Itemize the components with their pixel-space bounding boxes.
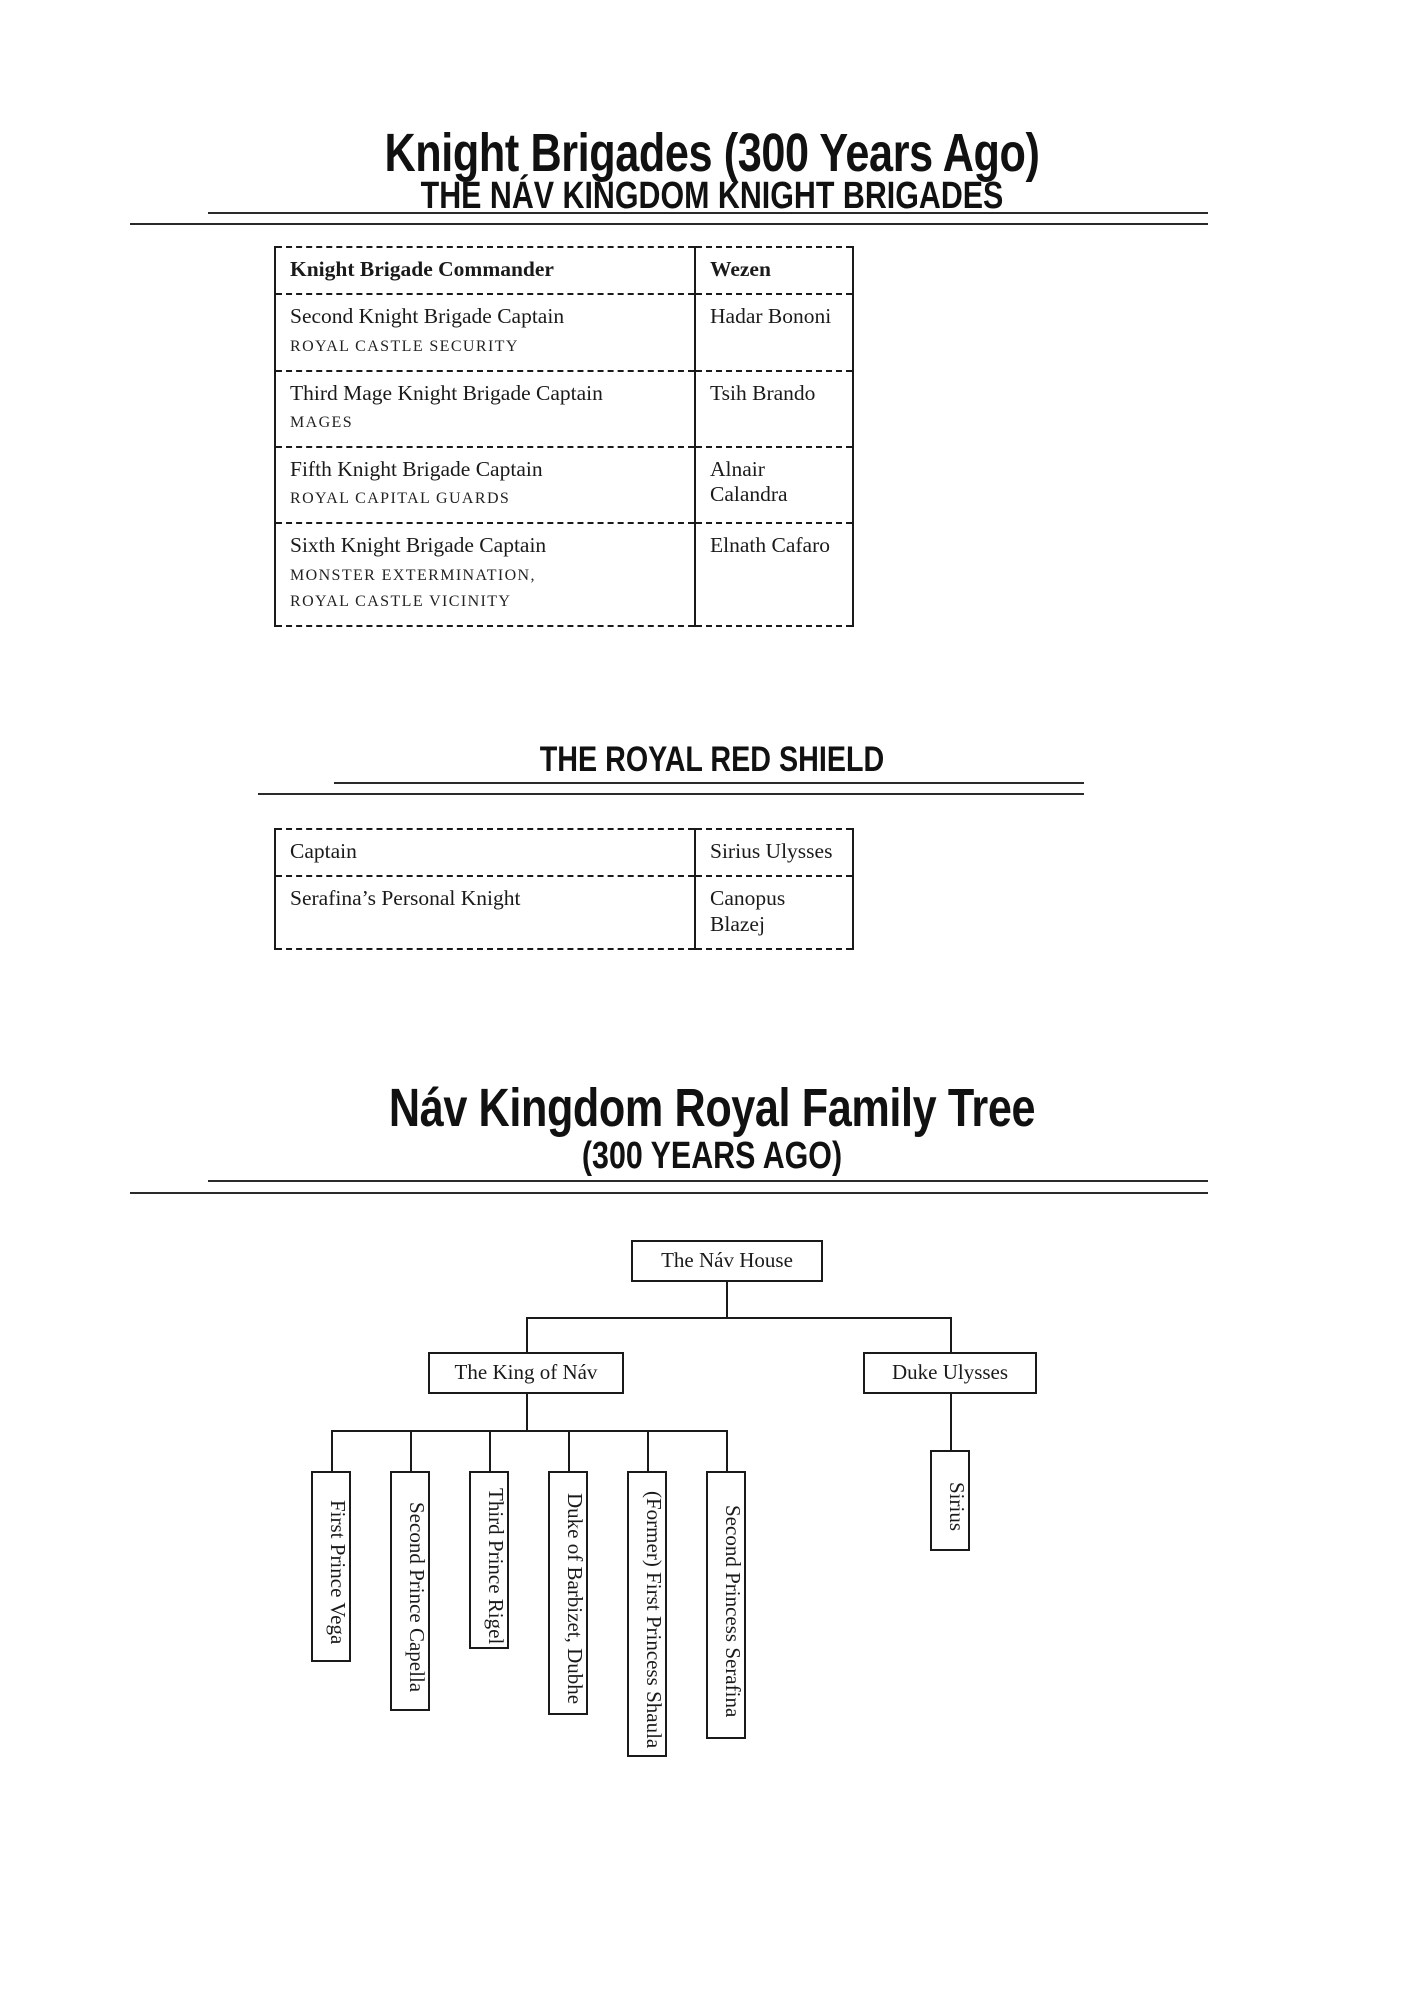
wezen-name: Elnath Cafaro xyxy=(695,523,853,625)
tree-node-child-sirius: Sirius xyxy=(930,1450,970,1551)
family-tree-title: Náv Kingdom Royal Family Tree xyxy=(388,1078,1036,1138)
wezen-name: Hadar Bononi xyxy=(695,294,853,370)
tree-connector-king-children-down xyxy=(526,1394,528,1430)
tree-connector-level2-bus xyxy=(526,1317,951,1319)
shield-role: Serafina’s Personal Knight xyxy=(275,876,695,949)
section2-rule-inner xyxy=(334,782,1084,784)
commander-cell xyxy=(275,371,695,447)
commander-role: Fifth Knight Brigade Captain xyxy=(290,457,543,482)
header-commander: Knight Brigade Commander xyxy=(275,247,695,294)
tree-node-root: The Náv House xyxy=(631,1240,823,1282)
shield-role: Captain xyxy=(275,829,695,876)
tree-connector-root-down xyxy=(726,1282,728,1317)
tree-node-child-duke-of-barbizet-dubhe: Duke of Barbizet, Dubhe xyxy=(548,1471,588,1715)
section3-rule-inner xyxy=(208,1180,1208,1182)
table-row xyxy=(275,523,853,625)
tree-connector-child-1 xyxy=(331,1430,333,1471)
tree-connector-king-down xyxy=(526,1317,528,1352)
shield-name: Sirius Ulysses xyxy=(695,829,853,876)
table-row xyxy=(275,371,853,447)
page-subtitle: THE NÁV KINGDOM KNIGHT BRIGADES xyxy=(420,175,1004,217)
knight-brigade-table xyxy=(274,246,854,627)
family-tree-subtitle: (300 YEARS AGO) xyxy=(581,1135,843,1177)
page-title: Knight Brigades (300 Years Ago) xyxy=(384,123,1040,183)
tree-node-child-second-princess-serafina: Second Princess Serafina xyxy=(706,1471,746,1739)
commander-role: Sixth Knight Brigade Captain xyxy=(290,533,547,558)
table-row xyxy=(275,294,853,370)
commander-role: Second Knight Brigade Captain xyxy=(290,304,565,329)
wezen-name: Alnair Calandra xyxy=(695,447,853,523)
tree-node-child-first-prince-vega: First Prince Vega xyxy=(311,1471,351,1662)
heading-rule-outer xyxy=(130,223,1208,225)
tree-connector-king-children-bus xyxy=(331,1430,727,1432)
tree-connector-child-6 xyxy=(726,1430,728,1471)
table-row xyxy=(275,447,853,523)
section3-rule-outer xyxy=(130,1192,1208,1194)
commander-duty: ROYAL CAPITAL GUARDS xyxy=(290,490,511,508)
commander-duty: MAGES xyxy=(290,414,354,432)
tree-node-duke-ulysses: Duke Ulysses xyxy=(863,1352,1037,1394)
commander-cell xyxy=(275,447,695,523)
shield-name: Canopus Blazej xyxy=(695,876,853,949)
royal-red-shield-table-wrap xyxy=(274,828,854,950)
commander-duty: ROYAL CASTLE SECURITY xyxy=(290,337,519,355)
table-header-row xyxy=(275,247,853,294)
tree-connector-child-4 xyxy=(568,1430,570,1471)
section-title-royal-red-shield: THE ROYAL RED SHIELD xyxy=(539,740,885,779)
tree-connector-sirius-down xyxy=(950,1394,952,1450)
tree-node-king: The King of Náv xyxy=(428,1352,624,1394)
table-row xyxy=(275,829,853,876)
tree-node-child-former-first-princess-shaula: (Former) First Princess Shaula xyxy=(627,1471,667,1757)
commander-duty-2: ROYAL CASTLE VICINITY xyxy=(290,592,512,610)
tree-connector-child-2 xyxy=(410,1430,412,1471)
tree-node-child-third-prince-rigel: Third Prince Rigel xyxy=(469,1471,509,1649)
royal-red-shield-table xyxy=(274,828,854,950)
commander-duty: MONSTER EXTERMINATION, xyxy=(290,566,536,584)
tree-connector-child-5 xyxy=(647,1430,649,1471)
table-row xyxy=(275,876,853,949)
commander-cell xyxy=(275,294,695,370)
commander-role: Third Mage Knight Brigade Captain xyxy=(290,380,603,405)
wezen-name: Tsih Brando xyxy=(695,371,853,447)
heading-rule-inner xyxy=(208,212,1208,214)
tree-connector-child-3 xyxy=(489,1430,491,1471)
knight-brigade-table-wrap xyxy=(274,246,854,627)
family-tree-diagram xyxy=(0,1240,1424,1800)
commander-cell xyxy=(275,523,695,625)
tree-connector-duke-down xyxy=(950,1317,952,1352)
section2-rule-outer xyxy=(258,793,1084,795)
header-wezen: Wezen xyxy=(695,247,853,294)
tree-node-child-second-prince-capella: Second Prince Capella xyxy=(390,1471,430,1711)
